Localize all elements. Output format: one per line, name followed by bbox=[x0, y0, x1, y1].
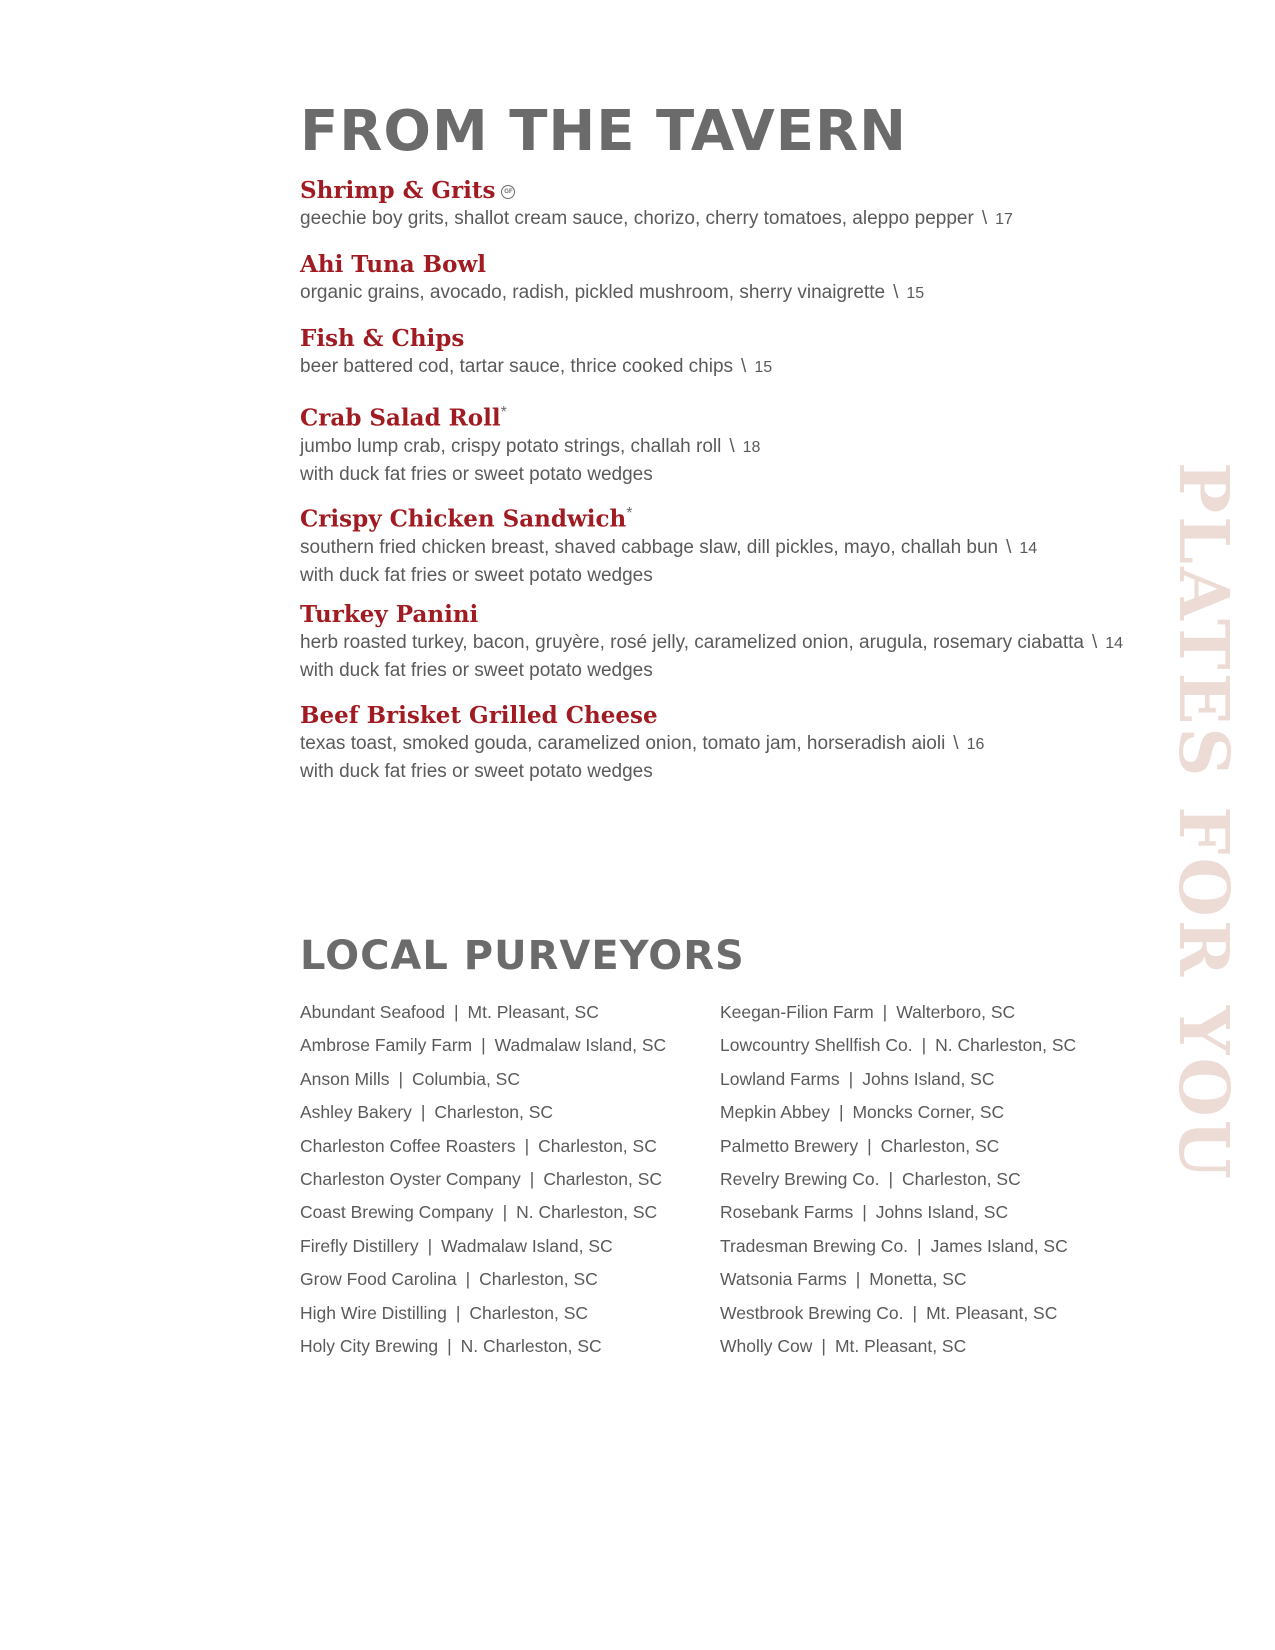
purveyor-separator: | bbox=[465, 1269, 471, 1290]
menu-item-price: 14 bbox=[1105, 635, 1124, 652]
purveyor-separator: | bbox=[882, 1002, 888, 1022]
purveyor-name: Anson Mills bbox=[300, 1068, 390, 1089]
menu-item-name bbox=[300, 601, 1160, 629]
purveyor-location: N. Charleston, SC bbox=[460, 1335, 602, 1356]
purveyor-separator: | bbox=[917, 1235, 922, 1256]
menu-item-price: 17 bbox=[995, 211, 1013, 228]
purveyor-name: Holy City Brewing bbox=[300, 1335, 439, 1356]
menu-item-description-text: jumbo lump crab, crispy potato strings, challah roll bbox=[300, 435, 722, 457]
purveyor-separator: | bbox=[921, 1035, 927, 1056]
menu-item-turkey-panini bbox=[300, 601, 1160, 684]
purveyor-name: Tradesman Brewing Co. bbox=[720, 1235, 909, 1256]
menu-item-description bbox=[300, 353, 1160, 381]
purveyor-entry bbox=[720, 1297, 1076, 1330]
purveyor-location: Charleston, SC bbox=[538, 1135, 657, 1156]
price-separator: \ bbox=[1091, 632, 1098, 653]
menu-item-description bbox=[300, 629, 1160, 657]
purveyor-entry bbox=[300, 1297, 666, 1330]
menu-item-description-text: southern fried chicken breast, shaved cabbage slaw, dill pickles, mayo, challah bun bbox=[300, 536, 999, 558]
purveyor-name: Lowland Farms bbox=[720, 1068, 840, 1089]
purveyor-location: Monetta, SC bbox=[869, 1269, 967, 1290]
purveyor-location: James Island, SC bbox=[930, 1235, 1068, 1256]
purveyor-name: Mepkin Abbey bbox=[720, 1102, 830, 1123]
purveyor-location: Wadmalaw Island, SC bbox=[441, 1235, 613, 1256]
purveyor-location: Charleston, SC bbox=[543, 1168, 663, 1189]
menu-item-fish-chips bbox=[300, 325, 1160, 381]
menu-item-name bbox=[300, 251, 1160, 279]
purveyor-entry bbox=[300, 996, 666, 1029]
menu-item-name-text: Turkey Panini bbox=[300, 601, 479, 628]
purveyor-separator: | bbox=[524, 1135, 530, 1156]
menu-item-description-text: organic grains, avocado, radish, pickled mushroom, sherry vinaigrette bbox=[300, 282, 886, 303]
purveyor-separator: | bbox=[912, 1302, 918, 1323]
advisory-asterisk: * bbox=[500, 404, 507, 421]
purveyor-entry bbox=[720, 1163, 1076, 1196]
menu-item-name bbox=[300, 399, 1160, 433]
purveyor-separator: | bbox=[454, 1002, 459, 1022]
menu-item-description-text: texas toast, smoked gouda, caramelized onion, tomato jam, horseradish aioli bbox=[300, 733, 946, 754]
purveyor-name: Firefly Distillery bbox=[300, 1235, 419, 1256]
purveyor-name: Charleston Coffee Roasters bbox=[300, 1135, 516, 1156]
purveyor-location: Charleston, SC bbox=[469, 1302, 589, 1323]
purveyor-list-right bbox=[720, 996, 1076, 1363]
purveyor-location: N. Charleston, SC bbox=[935, 1035, 1077, 1056]
purveyor-entry bbox=[300, 1029, 666, 1062]
menu-item-price: 14 bbox=[1019, 539, 1038, 557]
purveyor-entry bbox=[720, 1029, 1076, 1062]
menu-item-name bbox=[300, 325, 1160, 353]
purveyor-separator: | bbox=[420, 1102, 426, 1123]
menu-item-crab-salad-roll bbox=[300, 399, 1160, 488]
menu-item-description-text: herb roasted turkey, bacon, gruyère, rosé jelly, caramelized onion, arugula, rosemary ciabatta bbox=[300, 632, 1084, 653]
price-separator: \ bbox=[953, 733, 959, 754]
menu-item-name-text: Beef Brisket Grilled Cheese bbox=[300, 702, 658, 729]
purveyor-separator: | bbox=[862, 1202, 867, 1223]
purveyor-name: Grow Food Carolina bbox=[300, 1269, 457, 1290]
purveyor-location: Charleston, SC bbox=[434, 1102, 554, 1123]
menu-item-description bbox=[300, 205, 1160, 233]
menu-item-price: 16 bbox=[966, 736, 985, 753]
purveyor-separator: | bbox=[838, 1102, 844, 1123]
purveyor-name: Palmetto Brewery bbox=[720, 1135, 859, 1156]
menu-item-price: 15 bbox=[754, 359, 773, 376]
menu-item-name bbox=[300, 702, 1160, 730]
purveyor-entry bbox=[300, 1230, 666, 1263]
gluten-free-icon: GF bbox=[501, 185, 515, 199]
menu-item-sides: with duck fat fries or sweet potato wedges bbox=[300, 463, 653, 485]
purveyor-name: Rosebank Farms bbox=[720, 1202, 854, 1223]
purveyor-name: Charleston Oyster Company bbox=[300, 1168, 521, 1189]
purveyor-name: Keegan-Filion Farm bbox=[720, 1002, 874, 1022]
purveyor-separator: | bbox=[481, 1035, 486, 1056]
purveyor-location: Mt. Pleasant, SC bbox=[926, 1302, 1058, 1323]
purveyors-section-title: LOCAL PURVEYORS bbox=[300, 933, 745, 979]
purveyor-location: Walterboro, SC bbox=[896, 1002, 1016, 1022]
purveyor-location: Charleston, SC bbox=[880, 1135, 1000, 1156]
menu-item-description bbox=[300, 730, 1160, 758]
menu-item-name-text: Crispy Chicken Sandwich bbox=[300, 505, 627, 533]
purveyor-name: High Wire Distilling bbox=[300, 1302, 447, 1323]
purveyor-separator: | bbox=[867, 1135, 872, 1156]
purveyor-location: Moncks Corner, SC bbox=[852, 1102, 1005, 1123]
purveyor-separator: | bbox=[529, 1168, 535, 1189]
purveyor-separator: | bbox=[447, 1335, 452, 1356]
purveyor-entry bbox=[720, 1130, 1076, 1163]
vertical-banner bbox=[1163, 32, 1243, 1612]
purveyor-location: N. Charleston, SC bbox=[516, 1202, 658, 1223]
purveyor-entry bbox=[300, 1330, 666, 1363]
menu-item-price: 18 bbox=[742, 438, 761, 456]
menu-item-name-text: Fish & Chips bbox=[300, 325, 465, 352]
menu-item-beef-brisket-grilled-cheese bbox=[300, 702, 1160, 785]
purveyor-name: Revelry Brewing Co. bbox=[720, 1168, 880, 1189]
purveyor-name: Westbrook Brewing Co. bbox=[720, 1302, 904, 1323]
purveyor-entry bbox=[720, 1330, 1076, 1363]
purveyor-entry bbox=[720, 1230, 1076, 1263]
purveyor-entry bbox=[720, 1063, 1076, 1096]
menu-item-description bbox=[300, 279, 1160, 307]
purveyor-separator: | bbox=[398, 1068, 404, 1089]
purveyor-name: Wholly Cow bbox=[720, 1335, 813, 1356]
purveyor-separator: | bbox=[821, 1335, 826, 1356]
purveyor-separator: | bbox=[855, 1269, 861, 1290]
menu-item-name bbox=[300, 500, 1160, 534]
purveyor-location: Charleston, SC bbox=[479, 1269, 598, 1290]
menu-item-name-text: Shrimp & Grits bbox=[300, 177, 496, 204]
price-separator: \ bbox=[893, 282, 899, 303]
purveyor-name: Abundant Seafood bbox=[300, 1002, 445, 1022]
purveyor-location: Johns Island, SC bbox=[862, 1068, 995, 1089]
menu-item-crispy-chicken-sandwich bbox=[300, 500, 1160, 589]
purveyor-entry bbox=[300, 1096, 666, 1129]
tavern-section-title: FROM THE TAVERN bbox=[300, 99, 907, 164]
menu-item-description-text: beer battered cod, tartar sauce, thrice cooked chips bbox=[300, 356, 734, 377]
purveyor-entry bbox=[300, 1263, 666, 1296]
purveyor-entry bbox=[720, 1263, 1076, 1296]
purveyor-location: Johns Island, SC bbox=[875, 1202, 1009, 1223]
purveyor-separator: | bbox=[848, 1068, 854, 1089]
purveyor-entry bbox=[720, 1196, 1076, 1229]
menu-item-sides: with duck fat fries or sweet potato wedges bbox=[300, 660, 653, 681]
purveyor-entry bbox=[300, 1163, 666, 1196]
purveyor-separator: | bbox=[502, 1202, 508, 1223]
purveyor-entry bbox=[300, 1130, 666, 1163]
purveyor-location: Charleston, SC bbox=[902, 1168, 1021, 1189]
purveyor-name: Coast Brewing Company bbox=[300, 1202, 494, 1223]
purveyor-entry bbox=[720, 1096, 1076, 1129]
menu-item-sides: with duck fat fries or sweet potato wedges bbox=[300, 761, 653, 782]
menu-item-description bbox=[300, 433, 1160, 461]
menu-item-ahi-tuna-bowl bbox=[300, 251, 1160, 307]
purveyor-entry bbox=[720, 996, 1076, 1029]
purveyor-name: Ambrose Family Farm bbox=[300, 1035, 473, 1056]
purveyor-location: Wadmalaw Island, SC bbox=[494, 1035, 667, 1056]
vertical-banner-text: PLATES FOR YOU bbox=[1163, 462, 1243, 1182]
purveyor-separator: | bbox=[455, 1302, 461, 1323]
price-separator: \ bbox=[741, 356, 747, 377]
purveyor-separator: | bbox=[427, 1235, 433, 1256]
advisory-asterisk: * bbox=[626, 505, 633, 522]
purveyor-entry bbox=[300, 1063, 666, 1096]
purveyor-name: Watsonia Farms bbox=[720, 1269, 847, 1290]
purveyor-list-left bbox=[300, 996, 666, 1363]
menu-item-name-text: Crab Salad Roll bbox=[300, 404, 501, 432]
purveyor-separator: | bbox=[888, 1168, 894, 1189]
purveyor-name: Ashley Bakery bbox=[300, 1102, 412, 1123]
menu-item-description-text: geechie boy grits, shallot cream sauce, chorizo, cherry tomatoes, aleppo pepper bbox=[300, 208, 974, 229]
purveyor-location: Columbia, SC bbox=[412, 1068, 520, 1089]
price-separator: \ bbox=[1006, 536, 1012, 558]
menu-item-description bbox=[300, 534, 1160, 562]
menu-item-sides: with duck fat fries or sweet potato wedges bbox=[300, 564, 653, 586]
purveyor-name: Lowcountry Shellfish Co. bbox=[720, 1035, 913, 1056]
menu-item-shrimp-grits bbox=[300, 177, 1160, 233]
price-separator: \ bbox=[981, 208, 988, 229]
purveyor-location: Mt. Pleasant, SC bbox=[834, 1335, 967, 1356]
purveyor-entry bbox=[300, 1196, 666, 1229]
menu-item-name-text: Ahi Tuna Bowl bbox=[300, 251, 486, 278]
menu-item-price: 15 bbox=[906, 285, 925, 302]
menu-item-name bbox=[300, 177, 1160, 205]
purveyor-location: Mt. Pleasant, SC bbox=[467, 1002, 599, 1022]
price-separator: \ bbox=[729, 435, 735, 457]
